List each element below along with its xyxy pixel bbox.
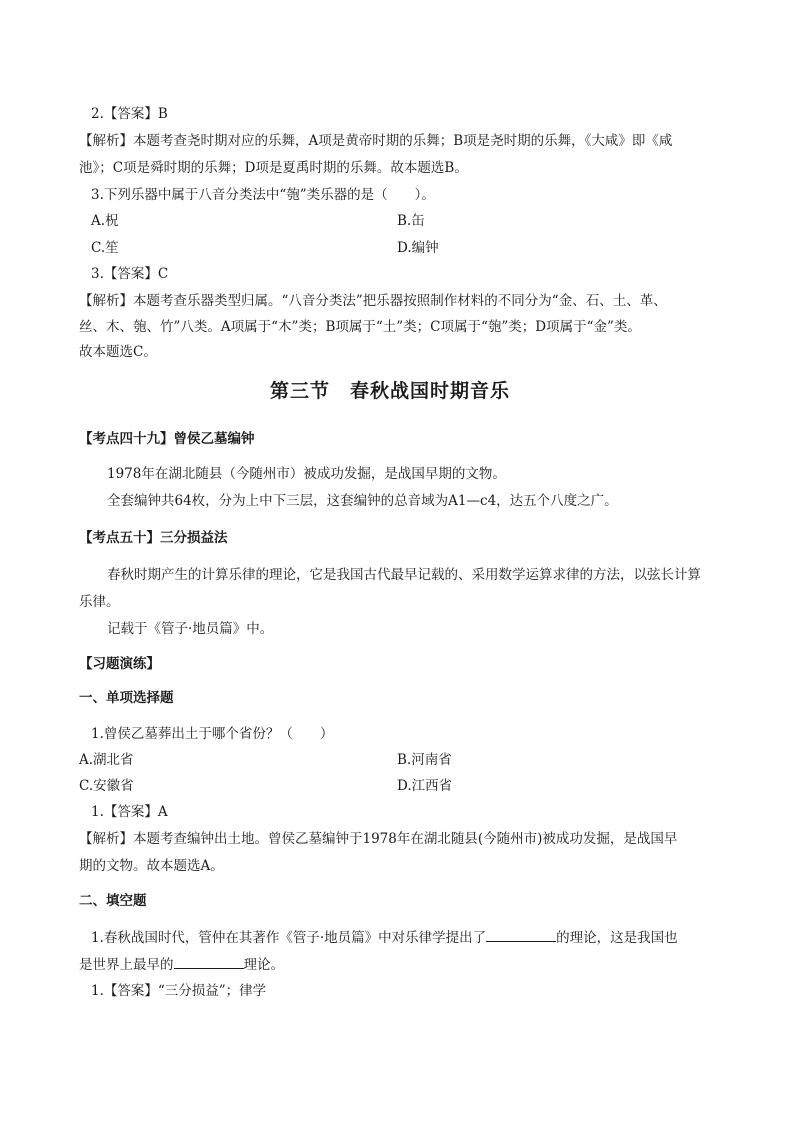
q3-answer: 3.【答案】C (91, 266, 169, 282)
fill-q1-text-part1: 1.春秋战国时代，管仲在其著作《管子·地员篇》中对乐律学提出了 (91, 930, 487, 946)
fill-q1-line1 (91, 927, 678, 948)
fill-blank-heading: 二、填空题 (79, 893, 147, 909)
practice-q1-question: 1.曾侯乙墓葬出土于哪个省份？（ ） (91, 726, 334, 742)
kp50-line1: 春秋时期产生的计算乐律的理论，它是我国古代最早记载的、采用数学运算求律的方法，以弦长计算 (107, 567, 701, 583)
fill-q1-text-part3: 是世界上最早的 (79, 957, 174, 973)
kp50-heading: 【考点五十】三分损益法 (79, 530, 228, 546)
q3-analysis-line1: 【解析】本题考查乐器类型归属。“八音分类法”把乐器按照制作材料的不同分为“金、石、土、革、 (79, 293, 667, 309)
practice-q1-option-b: B.河南省 (397, 752, 452, 768)
q3-question: 3.下列乐器中属于八音分类法中“匏”类乐器的是（ ）。 (91, 187, 435, 203)
q3-option-c: C.笙 (91, 240, 119, 256)
q3-option-b: B.缶 (397, 213, 425, 229)
fill-q1-text-part2: 的理论，这是我国也 (556, 930, 678, 946)
section-title: 第三节 春秋战国时期音乐 (270, 380, 511, 402)
q2-analysis-line1: 【解析】本题考查尧时期对应的乐舞，A项是黄帝时期的乐舞；B项是尧时期的乐舞，《大咸》即《咸 (79, 133, 673, 149)
kp49-line2: 全套编钟共64枚，分为上中下三层，这套编钟的总音域为A1—c4，达五个八度之广。 (107, 493, 618, 509)
practice-q1-analysis-line2: 期的文物。故本题选A。 (79, 858, 224, 874)
q3-analysis-line2: 丝、木、匏、竹”八类。A项属于“木”类；B项属于“土”类；C项属于“匏”类；D项属于“金”类。 (79, 319, 641, 335)
fill-q1-text-part4: 理论。 (243, 957, 284, 973)
kp49-line1: 1978年在湖北随县（今随州市）被成功发掘，是战国早期的文物。 (107, 466, 506, 482)
practice-q1-option-c: C.安徽省 (79, 778, 134, 794)
kp49-heading: 【考点四十九】曾侯乙墓编钟 (79, 431, 255, 447)
practice-q1-analysis-line1: 【解析】本题考查编钟出土地。曾侯乙墓编钟于1978年在湖北随县(今随州市)被成功发掘，是战国早 (79, 831, 678, 847)
fill-q1-answer: 1.【答案】“三分损益”；律学 (91, 983, 267, 999)
kp50-line3: 记载于《管子·地员篇》中。 (107, 621, 274, 637)
q2-analysis-line2: 池》；C项是舜时期的乐舞；D项是夏禹时期的乐舞。故本题选B。 (79, 160, 468, 176)
practice-heading: 【习题演练】 (79, 656, 160, 672)
fill-q1-blank1 (486, 927, 556, 942)
q3-option-d: D.编钟 (397, 240, 439, 256)
practice-q1-option-a: A.湖北省 (79, 752, 134, 768)
practice-q1-answer: 1.【答案】A (91, 804, 168, 820)
single-choice-heading: 一、单项选择题 (79, 690, 174, 706)
kp50-line2: 乐律。 (79, 594, 120, 610)
fill-q1-blank2 (174, 954, 244, 969)
q3-option-a: A.柷 (91, 213, 119, 229)
q2-answer: 2.【答案】B (91, 106, 168, 122)
fill-q1-line2 (79, 954, 284, 975)
practice-q1-option-d: D.江西省 (397, 778, 453, 794)
q3-analysis-line3: 故本题选C。 (79, 344, 157, 360)
